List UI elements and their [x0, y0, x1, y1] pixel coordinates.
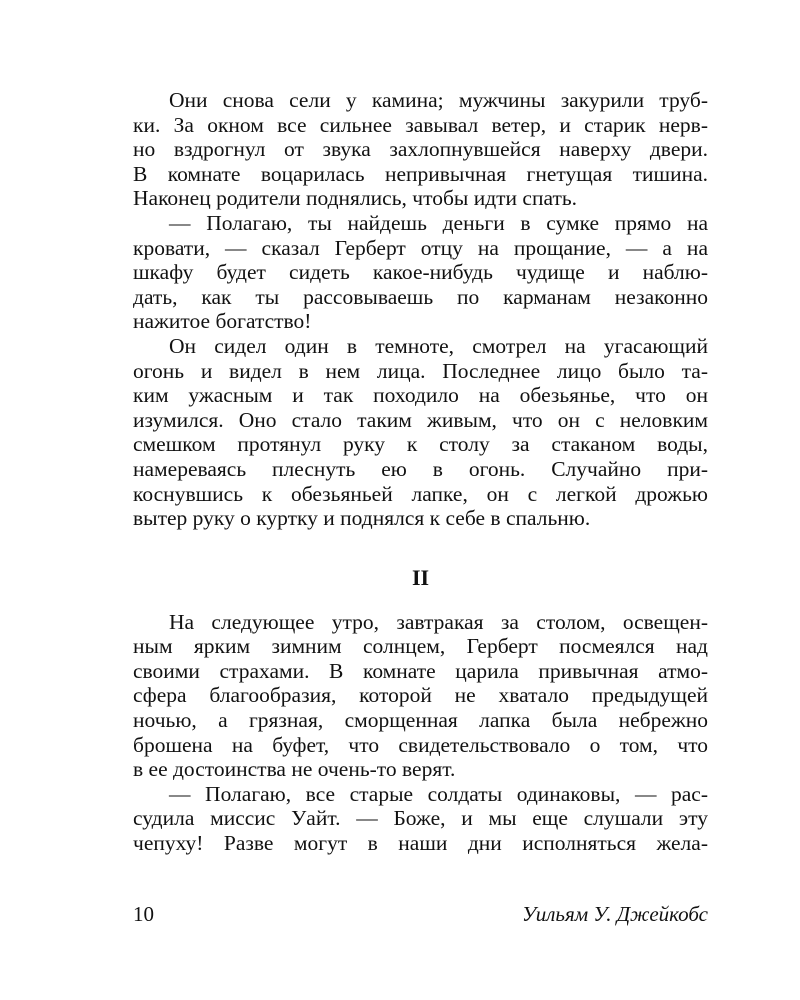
text-line: намереваясь плеснуть ею в огонь. Случайно при-: [133, 456, 708, 481]
text-line: ным ярким зимним солнцем, Герберт посмеялся над: [133, 634, 708, 659]
chapter-heading: II: [411, 564, 430, 590]
running-title: Уильям У. Джейкобс: [521, 902, 708, 926]
text-line: огонь и видел в нем лица. Последнее лицо было та-: [133, 358, 708, 383]
text-line: ки. За окном все сильнее завывал ветер, и старик нерв-: [133, 112, 708, 137]
text-line: В комнате воцарилась непривычная гнетущая тишина.: [133, 161, 708, 186]
text-line: Наконец родители поднялись, чтобы идти спать.: [133, 186, 578, 211]
text-line: чепуху! Разве могут в наши дни исполняться жела-: [133, 831, 708, 856]
text-line: ким ужасным и так походило на обезьянье, что он: [133, 383, 708, 408]
text-line: смешком протянул руку к столу за стаканом воды,: [133, 432, 708, 457]
text-line: вытер руку о куртку и поднялся к себе в спальню.: [133, 506, 591, 531]
page-footer: [133, 901, 708, 927]
text-line: кровати, — сказал Герберт отцу на прощание, — а на: [133, 235, 708, 260]
text-line: но вздрогнул от звука захлопнувшейся наверху двери.: [133, 137, 708, 162]
paragraph: [133, 88, 708, 211]
text-line: Они снова сели у камина; мужчины закурили труб-: [169, 88, 708, 112]
text-line: Он сидел один в темноте, смотрел на угасающий: [169, 333, 708, 358]
paragraph: [133, 334, 708, 531]
text-line: сфера благообразия, которой не хватало предыдущей: [133, 683, 708, 708]
text-line: коснувшись к обезьяньей лапке, он с легкой дрожью: [133, 481, 708, 506]
text-line: — Полагаю, ты найдешь деньги в сумке прямо на: [169, 210, 708, 235]
paragraph: [133, 610, 708, 782]
text-line: в ее достоинства не очень-то верят.: [133, 757, 456, 782]
text-line: судила миссис Уайт. — Боже, и мы еще слушали эту: [133, 806, 708, 831]
text-line: брошена на буфет, что свидетельствовало о том, что: [133, 732, 708, 757]
paragraph: [133, 211, 708, 334]
text-line: шкафу будет сидеть какое-нибудь чудище и наблю-: [133, 260, 708, 285]
book-page-body: [133, 88, 708, 856]
text-line: изумился. Оно стало таким живым, что он с неловким: [133, 407, 708, 432]
paragraph: [133, 782, 708, 856]
page-number: 10: [133, 902, 154, 926]
text-line: На следующее утро, завтракая за столом, освещен-: [169, 609, 708, 634]
text-line: дать, как ты рассовываешь по карманам незаконно: [133, 284, 708, 309]
text-line: ночью, а грязная, сморщенная лапка была небрежно: [133, 708, 708, 733]
text-line: своими страхами. В комнате царила привычная атмо-: [133, 658, 708, 683]
text-line: нажитое богатство!: [133, 309, 312, 334]
text-line: — Полагаю, все старые солдаты одинаковы, — рас-: [169, 781, 708, 806]
